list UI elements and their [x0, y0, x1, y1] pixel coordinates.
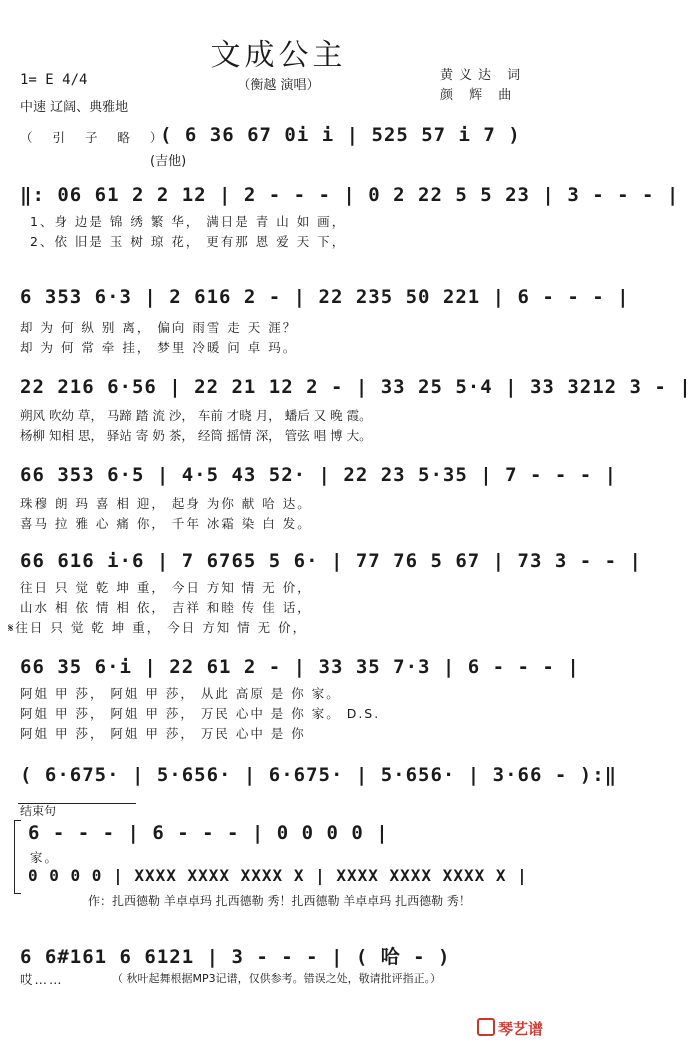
- qinyipu-logo-icon: [477, 1018, 495, 1036]
- singer-credit: （衡越 演唱）: [237, 78, 320, 93]
- score-row-5-lyric-1: 往日 只 觉 乾 坤 重， 今日 方知 情 无 价，: [20, 580, 312, 595]
- score-row-4-notes: 66 353 6·5 | 4·5 43 52· | 22 23 5·35 | 7 - - - |: [20, 464, 618, 486]
- ending-row-2-notes: 0 0 0 0 | XXXX XXXX XXXX X | XXXX XXXX XXXX X |: [28, 866, 528, 885]
- song-title: 文成公主: [210, 38, 347, 73]
- site-watermark-text: 琴艺谱: [497, 1020, 543, 1038]
- ending-row-3-lyric: 哎……: [20, 972, 64, 987]
- score-row-2-notes: 6 353 6·3 | 2 616 2 - | 22 235 50 221 | 6 - - - |: [20, 286, 630, 308]
- score-row-1-lyric-2: 2、依 旧是 玉 树 琼 花， 更有那 恩 爱 天 下，: [30, 234, 347, 249]
- ending-row-3-notes: 6 6#161 6 6121 | 3 - - - | ( 哈 - ): [20, 946, 451, 968]
- tempo-marking: 中速 辽阔、典雅地: [20, 100, 129, 115]
- score-row-5-notes: 66 616 i·6 | 7 6765 5 6· | 77 76 5 67 | 73 3 - - |: [20, 550, 642, 572]
- score-row-1-notes: ‖: 06 61 2 2 12 | 2 - - - | 0 2 22 5 5 23 | 3 - - - |: [20, 184, 680, 206]
- composer-credit: 颜 辉 曲: [440, 88, 518, 103]
- score-row-3-lyric-1: 朔风 吹幼 草， 马蹄 踏 流 沙， 车前 才晓 月， 蟠后 又 晚 霞。: [20, 408, 372, 423]
- score-row-3-notes: 22 216 6·56 | 22 21 12 2 - | 33 25 5·4 | 33 3212 3 - |: [20, 376, 692, 398]
- score-row-6-lyric-2: 阿姐 甲 莎， 阿姐 甲 莎， 万民 心中 是 你 家。 D.S.: [20, 706, 381, 721]
- intro-notes: ( 6 36 67 0i i | 525 57 i 7 ): [160, 124, 521, 146]
- ending-row-2-lyric: 作：扎西德勒 羊卓卓玛 扎西德勒 秀！扎西德勒 羊卓卓玛 扎西德勒 秀！: [88, 894, 471, 908]
- score-row-5-lyric-3: 𝄋往日 只 觉 乾 坤 重， 今日 方知 情 无 价，: [8, 620, 308, 635]
- score-row-1-lyric-1: 1、身 边是 锦 绣 繁 华， 满日是 青 山 如 画，: [30, 214, 347, 229]
- score-row-3-lyric-2: 杨柳 知相 思， 驿站 寄 奶 茶， 经筒 摇情 深， 管弦 唱 博 大。: [20, 428, 372, 443]
- intro-instrument: (吉他): [150, 154, 187, 169]
- ending-row-1-notes: 6 - - - | 6 - - - | 0 0 0 0 |: [28, 822, 389, 844]
- score-row-2-lyric-1: 却 为 何 纵 别 离， 偏向 雨雪 走 天 涯？: [20, 320, 298, 335]
- score-row-4-lyric-1: 珠穆 朗 玛 喜 相 迎， 起身 为你 献 哈 达。: [20, 496, 312, 511]
- site-watermark: [477, 1018, 543, 1039]
- key-signature: 1= E 4/4: [20, 72, 88, 88]
- score-row-6-notes: 66 35 6·i | 22 61 2 - | 33 35 7·3 | 6 - - - |: [20, 656, 580, 678]
- transcription-footnote: （ 秋叶起舞根据MP3记谱，仅供参考。错误之处，敬请批评指正。）: [112, 972, 442, 985]
- lyricist-credit: 黄义达 词: [440, 68, 527, 83]
- intro-label: （ 引 子 略 ）: [20, 130, 171, 145]
- ending-system-bracket: [14, 820, 21, 894]
- score-row-5-lyric-2: 山水 相 依 情 相 依， 吉祥 和睦 传 佳 话，: [20, 600, 312, 615]
- score-row-6-lyric-3: 阿姐 甲 莎， 阿姐 甲 莎， 万民 心中 是 你: [20, 726, 306, 741]
- ending-row-1-lyric: 家。: [30, 850, 60, 865]
- score-row-2-lyric-2: 却 为 何 常 牵 挂， 梦里 冷暖 问 卓 玛。: [20, 340, 298, 355]
- score-row-4-lyric-2: 喜马 拉 雅 心 痛 你， 千年 冰霜 染 白 发。: [20, 516, 312, 531]
- ending-bracket-line: [18, 803, 136, 804]
- ending-label: 结束句: [20, 804, 57, 818]
- score-row-7-notes: ( 6·675· | 5·656· | 6·675· | 5·656· | 3·66 - ):‖: [20, 764, 618, 786]
- score-row-6-lyric-1: 阿姐 甲 莎， 阿姐 甲 莎， 从此 高原 是 你 家。: [20, 686, 341, 701]
